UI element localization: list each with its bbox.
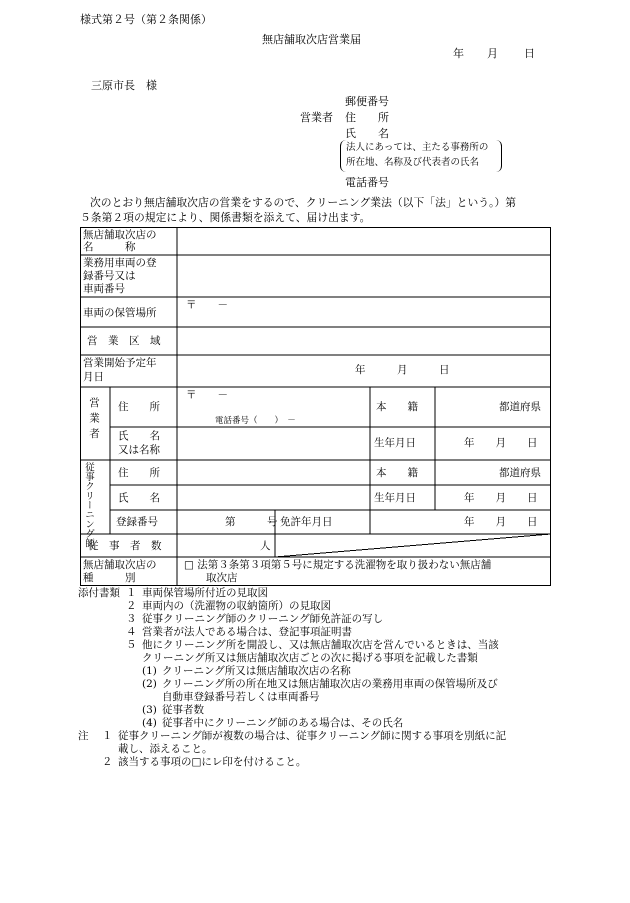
note-item: 従事クリーニング師が複数の場合は、従事クリーニング師に関する事項を別紙に記 <box>118 730 507 742</box>
reg-no-label: 登録番号 <box>116 516 158 528</box>
cleaner-vertical-label: 従事クリーニング師 <box>83 462 94 548</box>
vehicle-label-1: 業務用車両の登 <box>83 257 157 269</box>
attachment-item: 従事クリーニング師のクリーニング師免許証の写し <box>142 613 384 625</box>
intro-line1: 次のとおり無店舗取次店の営業をするので、クリーニング業法（以下「法」という。）第 <box>90 196 517 209</box>
start-label-2: 月日 <box>83 371 104 383</box>
shop-name-label-2: 名 称 <box>83 241 136 253</box>
operator-prefecture: 都道府県 <box>499 401 541 413</box>
cleaner-prefecture: 都道府県 <box>499 467 541 479</box>
license-date-label: 免許年月日 <box>280 516 333 528</box>
cleaner-domicile-label: 本 籍 <box>376 467 418 479</box>
corp-note-line2: 所在地、名称及び代表者の氏名 <box>346 157 480 168</box>
note-item: 該当する事項の□にレ印を付けること。 <box>118 756 307 768</box>
phone-label: 電話番号 <box>345 176 389 189</box>
cleaner-address-label: 住 所 <box>118 467 160 479</box>
date-day: 日 <box>524 47 535 60</box>
name-label: 氏 名 <box>345 127 389 140</box>
sub-item-number: (3) <box>142 704 157 716</box>
attachment-item-cont: クリーニング所又は無店舗取次店ごとの次に掲げる事項を記載した書類 <box>142 652 478 664</box>
shop-name-label-1: 無店舗取次店の <box>83 229 157 241</box>
attachments-label: 添付書類 <box>78 587 120 599</box>
attachment-number: ３ <box>126 613 137 625</box>
attachments-section <box>78 587 506 769</box>
attachment-item: 営業者が法人である場合は、登記事項証明書 <box>142 626 352 638</box>
attachment-item: 車両保管場所付近の見取図 <box>142 587 268 599</box>
start-date: 年 月 日 <box>355 364 450 376</box>
corp-note-line1: 法人にあっては、主たる事務所の <box>346 142 489 153</box>
cleaner-birth-date: 年 月 日 <box>464 492 538 504</box>
attachment-item: 車両内の（洗濯物の収納箇所）の見取図 <box>142 600 331 612</box>
type-label-1: 無店舗取次店の <box>83 559 157 571</box>
addressee: 三原市長 様 <box>91 79 157 92</box>
sub-item: クリーニング所又は無店舗取次店の名称 <box>162 665 351 677</box>
start-label-1: 営業開始予定年 <box>83 357 157 369</box>
operator-label: 営業者 <box>300 111 333 124</box>
sub-item: 従事者中にクリーニング師のある場合は、その氏名 <box>162 717 404 729</box>
vehicle-label-2: 録番号又は <box>83 270 136 282</box>
page-title: 無店舗取次店営業届 <box>262 33 361 46</box>
sub-item-number: (1) <box>142 665 157 677</box>
cleaner-birth-label: 生年月日 <box>374 492 416 504</box>
attachment-item: 他にクリーニング所を開設し、又は無店舗取次店を営んでいるときは、当該 <box>142 639 499 651</box>
storage-label: 車両の保管場所 <box>83 307 157 319</box>
storage-postal: 〒 － <box>186 299 228 311</box>
sub-item-cont: 自動車登録番号若しくは車両番号 <box>162 691 320 703</box>
reg-no-value: 第 号 <box>225 516 278 528</box>
operator-birth-date: 年 月 日 <box>464 437 538 449</box>
operator-phone: 電話番号（ ） － <box>215 416 296 426</box>
operator-domicile-label: 本 籍 <box>376 401 418 413</box>
attachment-number: ５ <box>126 639 137 651</box>
area-label: 営 業 区 域 <box>87 335 161 347</box>
postal-label: 郵便番号 <box>345 95 389 108</box>
sub-item: 従事者数 <box>162 704 204 716</box>
sub-item-number: (4) <box>142 717 157 729</box>
attachment-number: ４ <box>126 626 137 638</box>
attachment-number: １ <box>126 587 137 599</box>
application-table <box>80 227 551 586</box>
operator-name-label-2: 又は名称 <box>118 444 160 456</box>
operator-address-label: 住 所 <box>118 401 160 413</box>
operator-postal: 〒 － <box>186 389 228 401</box>
license-date-value: 年 月 日 <box>464 516 538 528</box>
type-label-2: 種 別 <box>83 572 136 584</box>
cleaner-name-label: 氏 名 <box>118 492 160 504</box>
date-month: 月 <box>487 47 498 60</box>
staff-count-label: 従 事 者 数 <box>88 540 162 552</box>
sub-item-number: (2) <box>142 678 157 690</box>
attachment-number: ２ <box>126 600 137 612</box>
sub-item: クリーニング所の所在地又は無店舗取次店の業務用車両の保管場所及び <box>162 678 498 690</box>
operator-birth-label: 生年月日 <box>374 437 416 449</box>
notes-label: 注 <box>78 730 89 742</box>
note-number: １ <box>102 730 113 742</box>
type-value-1[interactable]: □ 法第３条第３項第５号に規定する洗濯物を取り扱わない無店舗 <box>184 559 492 571</box>
note-number: ２ <box>102 756 113 768</box>
intro-line2: ５条第２項の規定により、関係書類を添えて、届け出ます。 <box>80 211 371 224</box>
form-number: 様式第２号（第２条関係） <box>80 13 212 26</box>
operator-vertical-label: 営業者 <box>88 397 100 444</box>
vehicle-label-3: 車両番号 <box>83 283 125 295</box>
operator-name-label-1: 氏 名 <box>118 430 160 442</box>
type-value-2: 取次店 <box>206 572 238 584</box>
note-item-cont: 載し、添えること。 <box>118 743 213 755</box>
date-year: 年 <box>453 47 464 60</box>
address-label: 住 所 <box>345 111 389 124</box>
staff-count-unit: 人 <box>260 540 271 552</box>
